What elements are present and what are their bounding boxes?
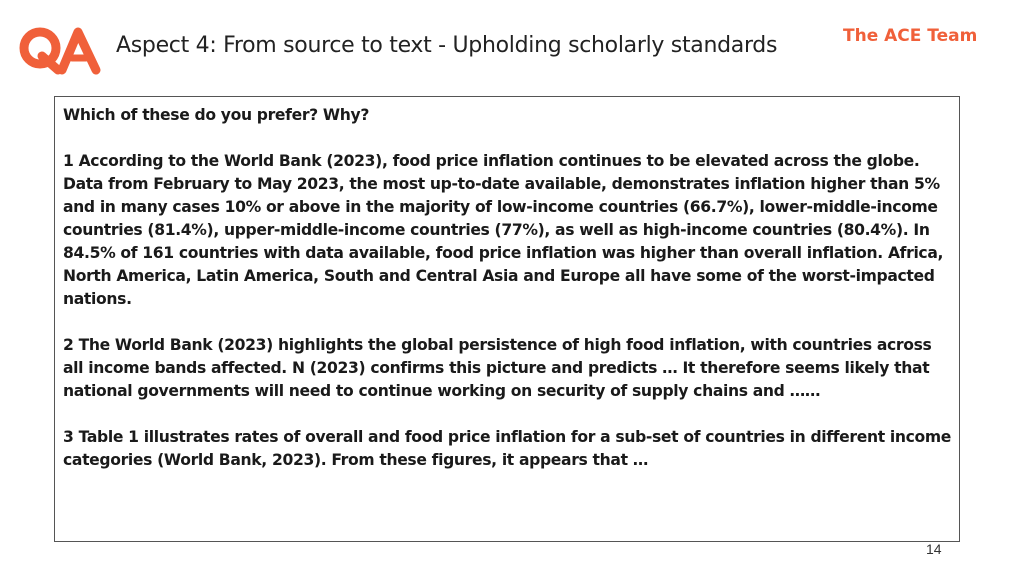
team-label: The ACE Team — [843, 26, 978, 46]
question-text: Which of these do you prefer? Why? — [63, 106, 370, 124]
option-1-text: 1 According to the World Bank (2023), food price inflation continues to be elevated across the globe. Data from February to May 2023, the most up-to-date available, demonstrates inflation higher than 5% and in many cases 10% or above in the majority of low-income countries (66.7%), lower-middle-income countries (81.4%), upper-middle-income countries (77%), as well as high-income countries (80.4%). In 84.5% of 161 countries with data available, food price inflation was higher than overall inflation. Africa, North America, Latin America, South and Central Asia and Europe all have some of the worst-impacted nations. — [63, 152, 944, 308]
qa-logo-icon — [18, 24, 102, 84]
content-box — [54, 96, 960, 542]
slide-title: Aspect 4: From source to text - Upholding scholarly standards — [116, 33, 778, 58]
page-number: 14 — [926, 541, 942, 557]
option-3-text: 3 Table 1 illustrates rates of overall and food price inflation for a sub-set of countries in different income categories (World Bank, 2023). From these figures, it appears that … — [63, 428, 952, 469]
option-2-text: 2 The World Bank (2023) highlights the global persistence of high food inflation, with countries across all income bands affected. N (2023) confirms this picture and predicts … It therefore seems likely that national governments will need to continue working on security of supply chains and …… — [63, 336, 932, 400]
